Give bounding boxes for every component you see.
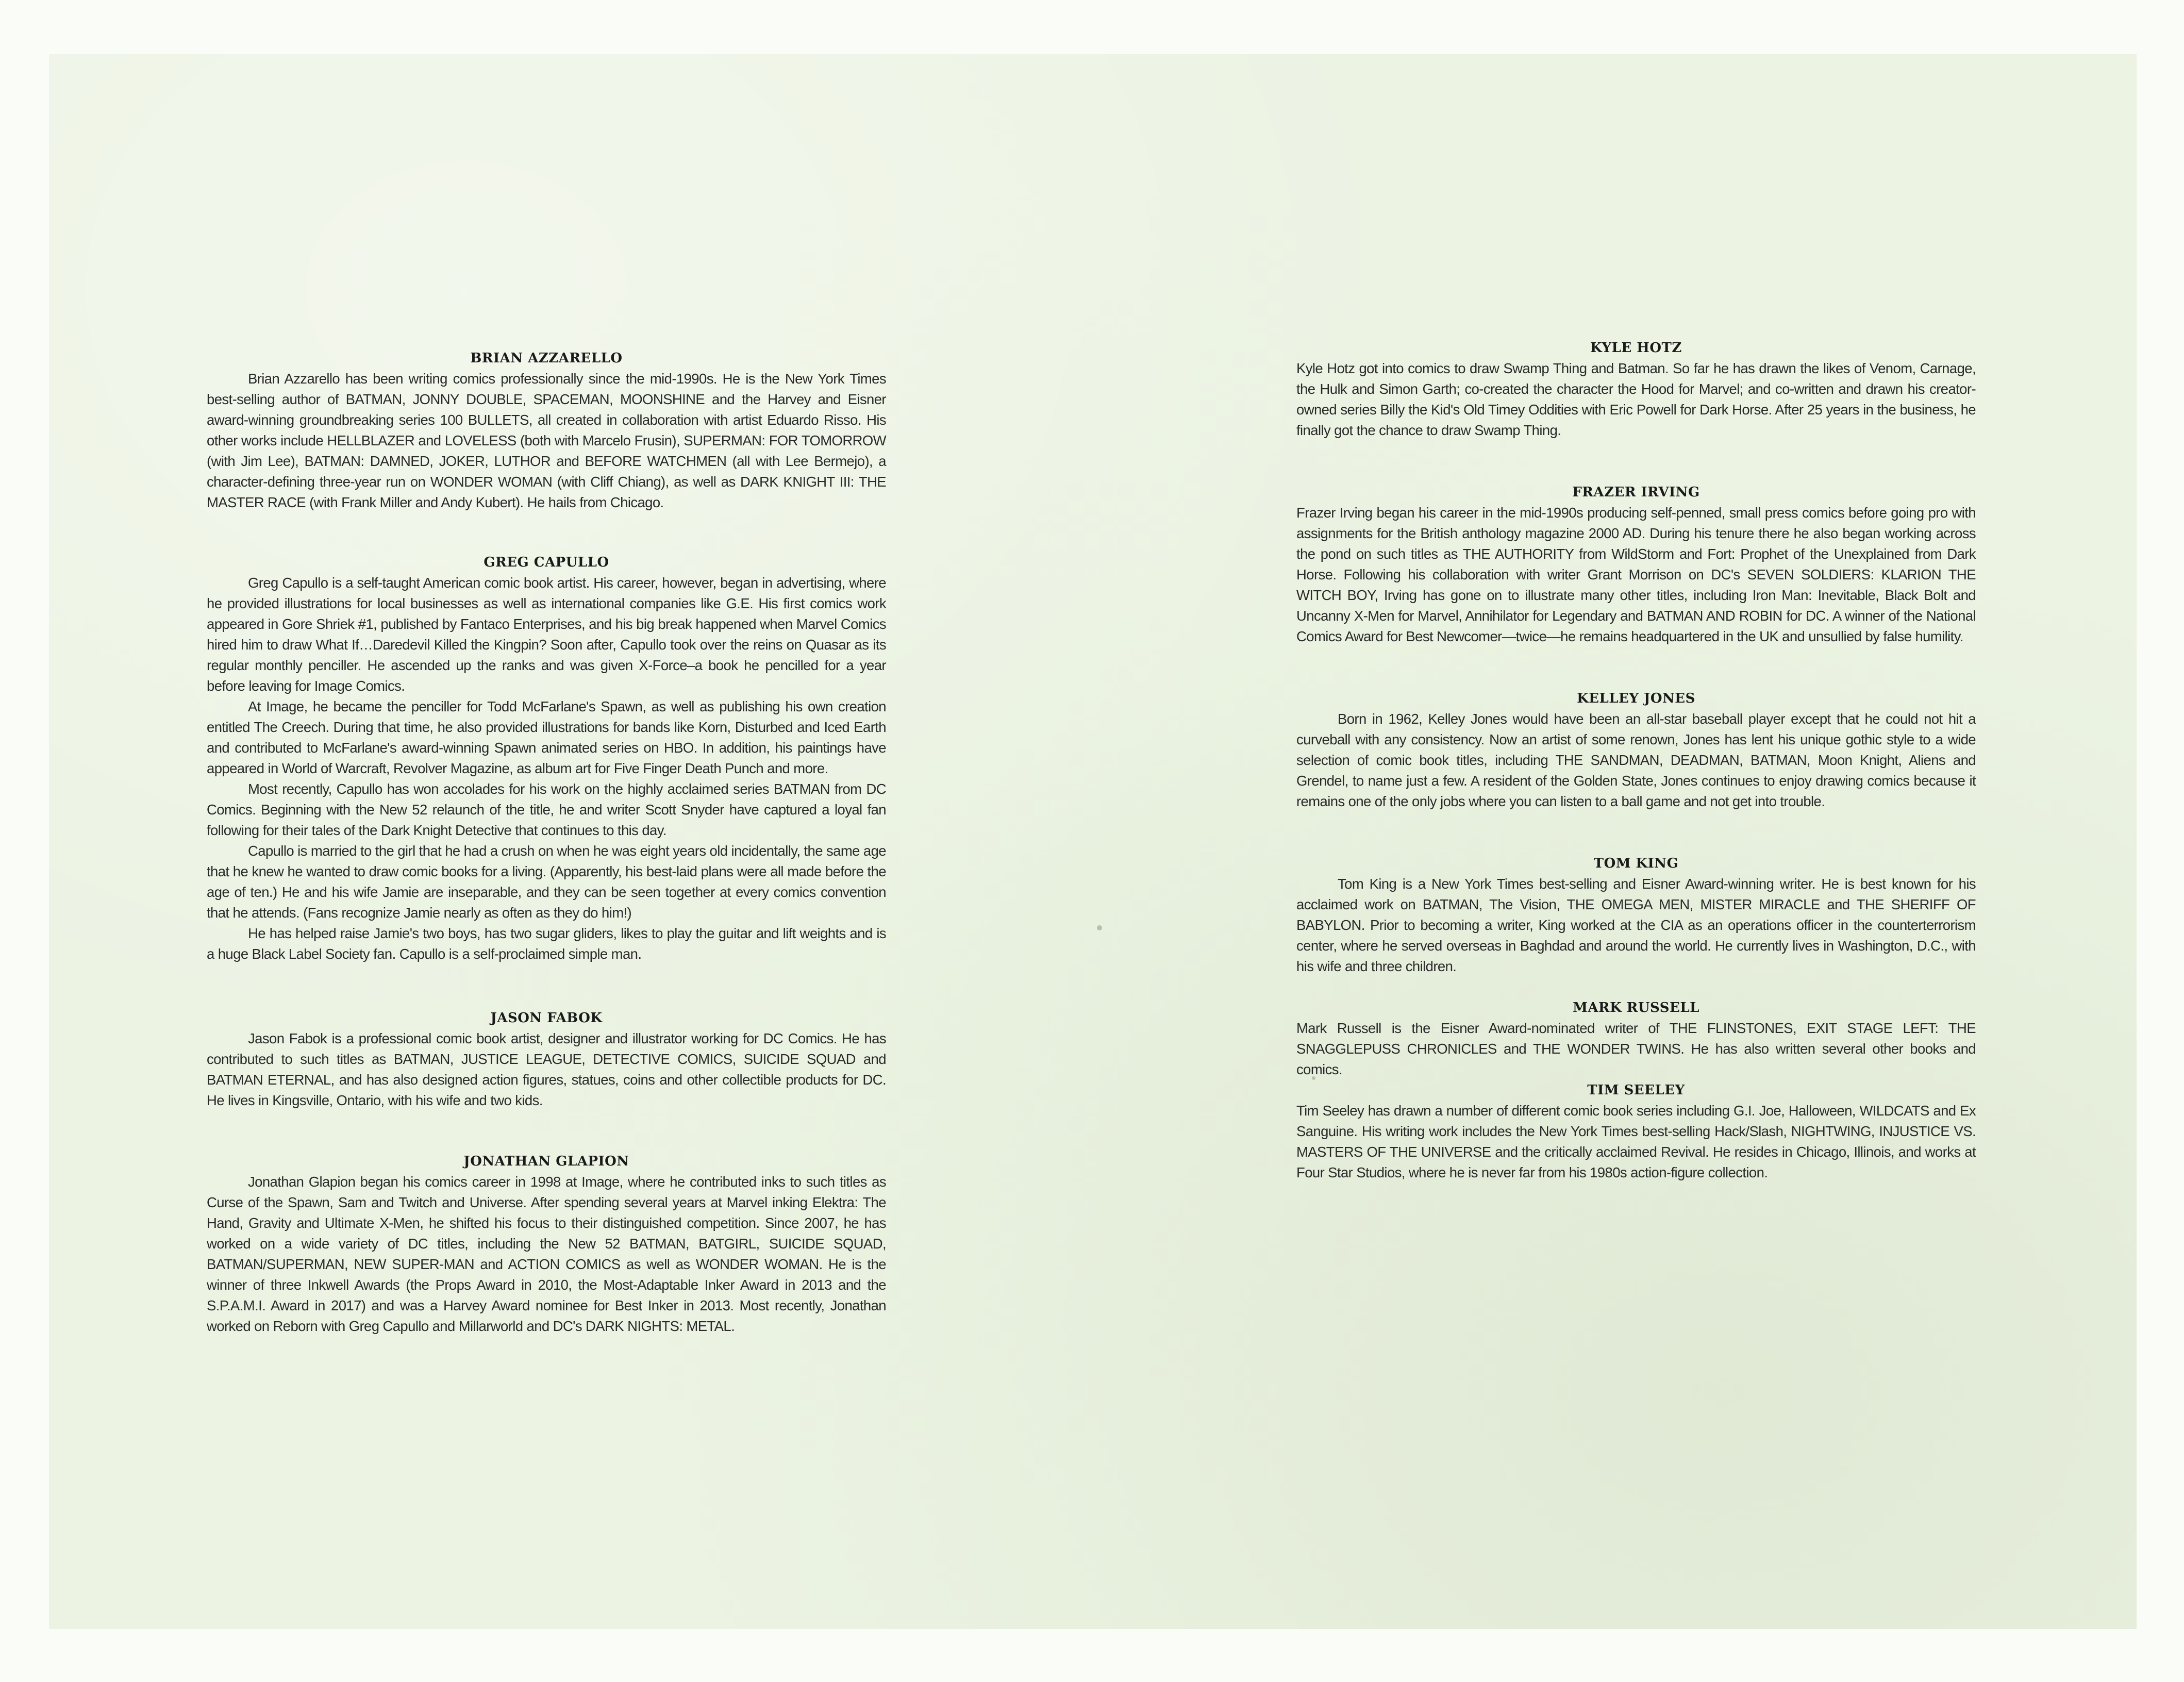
contributor-name: JASON FABOK [490, 1010, 603, 1026]
bio-jason-fabok [207, 1008, 886, 1111]
contributor-name: KYLE HOTZ [1590, 340, 1682, 356]
bio-paragraph: Jason Fabok is a professional comic book artist, designer and illustrator working for DC Comics. He has contributed to such titles as BATMAN, JUSTICE LEAGUE, DETECTIVE COMICS, SUICIDE SQUAD and BATMAN ETERNAL, and has also designed action figures, statues, coins and other collectible products for DC. He lives in Kingsville, Ontario, with his wife and two kids. [207, 1030, 886, 1108]
bio-paragraph: Most recently, Capullo has won accolades for his work on the highly acclaimed series BATMAN from DC Comics. Beginning with the New 52 relaunch of the title, he and writer Scott Snyder have captured a loyal fan following for their tales of the Dark Knight Detective that continues to this day. [207, 781, 886, 838]
bio-paragraph: Jonathan Glapion began his comics career in 1998 at Image, where he contributed inks to such titles as Curse of the Spawn, Sam and Twitch and Universe. After spending several years at Marvel inking Elektra: The Hand, Gravity and Ultimate X-Men, he shifted his focus to their distinguished competition. Since 2007, he has worked on a wide variety of DC titles, including the New 52 BATMAN, BATGIRL, SUICIDE SQUAD, BATMAN/SUPERMAN, NEW SUPER-MAN and ACTION COMICS as well as WONDER WOMAN. He is the winner of three Inkwell Awards (the Props Award in 2010, the Most-Adaptable Inker Award in 2013 and the S.P.A.M.I. Award in 2017) and was a Harvey Award nominee for Best Inker in 2013. Most recently, Jonathan worked on Reborn with Greg Capullo and Millarworld and DC's DARK NIGHTS: METAL. [207, 1174, 886, 1334]
contributor-name: TOM KING [1593, 856, 1679, 871]
contributor-name: BRIAN AZZARELLO [470, 351, 623, 366]
contributor-name: TIM SEELEY [1587, 1083, 1685, 1098]
bio-paragraph: He has helped raise Jamie's two boys, has two sugar gliders, likes to play the guitar and lift weights and is a huge Black Label Society fan. Capullo is a self-proclaimed simple man. [207, 925, 886, 962]
contributor-name: GREG CAPULLO [484, 555, 609, 570]
contributor-name: JONATHAN GLAPION [463, 1154, 629, 1169]
bio-paragraph: Greg Capullo is a self-taught American comic book artist. His career, however, began in advertising, where he provided illustrations for local businesses as well as international companies like G.E. His first comics work appeared in Gore Shriek #1, published by Fantaco Enterprises, and his big break happened when Marvel Comics hired him to draw What If…Daredevil Killed the Kingpin? Soon after, Capullo took over the reins on Quasar as its regular monthly penciller. He ascended up the ranks and was given X-Force–a book he pencilled for a year before leaving for Image Comics. [207, 575, 886, 694]
bio-paragraph: Mark Russell is the Eisner Award-nominated writer of THE FLINSTONES, EXIT STAGE LEFT: THE SNAGGLEPUSS CHRONICLES and THE WONDER TWINS. He has also written several other books and comics. [1296, 1020, 1976, 1077]
bio-kelley-jones [1296, 688, 1976, 812]
bio-paragraph: Frazer Irving began his career in the mid-1990s producing self-penned, small press comics before going pro with assignments for the British anthology magazine 2000 AD. During his tenure there he also began working across the pond on such titles as THE AUTHORITY from WildStorm and Fort: Prophet of the Unexplained from Dark Horse. Following his collaboration with writer Grant Morrison on DC's SEVEN SOLDIERS: KLARION THE WITCH BOY, Irving has gone on to illustrate many other titles, including Iron Man: Inevitable, Black Bolt and Uncanny X-Men for Marvel, Annihilator for Legendary and BATMAN AND ROBIN for DC. A winner of the National Comics Award for Best Newcomer—twice—he remains headquartered in the UK and unsullied by false humility. [1296, 505, 1976, 644]
bio-paragraph: Capullo is married to the girl that he had a crush on when he was eight years old incidentally, the same age that he knew he wanted to draw comic books for a living. (Apparently, his best-laid plans were all made before the age of ten.) He and his wife Jamie are inseparable, and they can be seen together at every comics convention that he attends. (Fans recognize Jamie nearly as often as they do him!) [207, 843, 886, 921]
contributor-name: MARK RUSSELL [1573, 1000, 1699, 1015]
bio-jonathan-glapion [207, 1151, 886, 1337]
bio-paragraph: Tom King is a New York Times best-selling and Eisner Award-winning writer. He is best known for his acclaimed work on BATMAN, The Vision, THE OMEGA MEN, MISTER MIRACLE and THE SHERIFF OF BABYLON. Prior to becoming a writer, King worked at the CIA as an operations officer in the counterterrorism center, where he served overseas in Baghdad and around the world. He currently lives in Washington, D.C., with his wife and three children. [1296, 876, 1976, 974]
bio-tom-king [1296, 853, 1976, 977]
bio-frazer-irving [1296, 482, 1976, 647]
contributor-name: FRAZER IRVING [1572, 485, 1700, 500]
contributor-name: KELLEY JONES [1577, 691, 1695, 706]
bio-brian-azzarello [207, 348, 886, 513]
paper-speck [1097, 925, 1102, 930]
bio-kyle-hotz [1296, 338, 1976, 441]
bio-paragraph: Kyle Hotz got into comics to draw Swamp Thing and Batman. So far he has drawn the likes of Venom, Carnage, the Hulk and Simon Garth; co-created the character the Hood for Marvel; and co-written and drawn his creator-owned series Billy the Kid's Old Timey Oddities with Eric Powell for Dark Horse. After 25 years in the business, he finally got the chance to draw Swamp Thing. [1296, 360, 1976, 438]
bio-mark-russell [1296, 997, 1976, 1080]
bio-paragraph: Tim Seeley has drawn a number of different comic book series including G.I. Joe, Halloween, WILDCATS and Ex Sanguine. His writing work includes the New York Times best-selling Hack/Slash, NIGHTWING, INJUSTICE VS. MASTERS OF THE UNIVERSE and the critically acclaimed Revival. He resides in Chicago, Illinois, and works at Four Star Studios, where he is never far from his 1980s action-figure collection. [1296, 1103, 1976, 1180]
bio-paragraph: At Image, he became the penciller for Todd McFarlane's Spawn, as well as publishing his own creation entitled The Creech. During that time, he also provided illustrations for bands like Korn, Disturbed and Iced Earth and contributed to McFarlane's award-winning Spawn animated series on HBO. In addition, his paintings have appeared in World of Warcraft, Revolver Magazine, as album art for Five Finger Death Punch and more. [207, 698, 886, 776]
bio-paragraph: Brian Azzarello has been writing comics professionally since the mid-1990s. He is the New York Times best-selling author of BATMAN, JONNY DOUBLE, SPACEMAN, MOONSHINE and the Harvey and Eisner award-winning groundbreaking series 100 BULLETS, all created in collaboration with artist Eduardo Risso. His other works include HELLBLAZER and LOVELESS (both with Marcelo Frusin), SUPERMAN: FOR TOMORROW (with Jim Lee), BATMAN: DAMNED, JOKER, LUTHOR and BEFORE WATCHMEN (all with Lee Bermejo), a character-defining three-year run on WONDER WOMAN (with Cliff Chiang), as well as DARK KNIGHT III: THE MASTER RACE (with Frank Miller and Andy Kubert). He hails from Chicago. [207, 371, 886, 510]
bio-greg-capullo [207, 552, 886, 964]
bio-tim-seeley [1296, 1080, 1976, 1183]
bio-paragraph: Born in 1962, Kelley Jones would have been an all-star baseball player except that he could not hit a curveball with any consistency. Now an artist of some renown, Jones has lent his unique gothic style to a wide selection of comic book titles, including THE SANDMAN, DEADMAN, BATMAN, Moon Knight, Aliens and Grendel, to name just a few. A resident of the Golden State, Jones continues to enjoy drawing comics because it remains one of the only jobs where you can listen to a ball game and not get into trouble. [1296, 711, 1976, 809]
